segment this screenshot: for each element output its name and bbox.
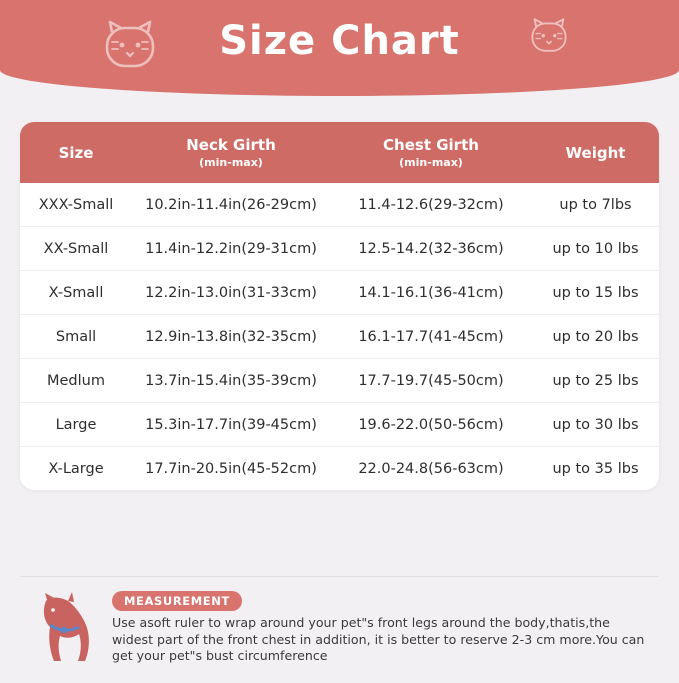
column-label: Size	[58, 143, 94, 162]
table-row	[20, 227, 659, 271]
cell-neck: 15.3in-17.7in(39-45cm)	[132, 403, 330, 447]
column-sublabel: (min-max)	[399, 156, 463, 169]
cell-size: Large	[20, 403, 132, 447]
cell-chest: 14.1-16.1(36-41cm)	[330, 271, 532, 315]
cell-size: Small	[20, 315, 132, 359]
column-label: Weight	[565, 143, 626, 162]
cell-weight: up to 7lbs	[559, 196, 632, 213]
table-row	[20, 359, 659, 403]
cell-chest: 22.0-24.8(56-63cm)	[330, 447, 532, 491]
table-row	[20, 271, 659, 315]
cell-neck: 13.7in-15.4in(35-39cm)	[132, 359, 330, 403]
table-row	[20, 315, 659, 359]
cell-weight: up to 30 lbs	[532, 403, 659, 447]
cell-weight: up to 25 lbs	[532, 359, 659, 403]
page-header	[0, 0, 679, 96]
cell-neck: 10.2in-11.4in(26-29cm)	[145, 196, 317, 213]
cell-neck: 17.7in-20.5in(45-52cm)	[132, 447, 330, 491]
cell-size: XX-Small	[20, 227, 132, 271]
cell-size: Medlum	[20, 359, 132, 403]
cell-weight: up to 35 lbs	[532, 447, 659, 491]
cat-silhouette-icon	[20, 591, 112, 672]
cell-chest: 19.6-22.0(50-56cm)	[330, 403, 532, 447]
measurement-note: Use asoft ruler to wrap around your pet"s front legs around the body,thatis,the widest part of the front chest in addition, it is better to reserve 2-3 cm more.You can get your pet"s bust circumference	[112, 615, 645, 664]
cell-neck: 12.2in-13.0in(31-33cm)	[132, 271, 330, 315]
measurement-badge: MEASUREMENT	[112, 591, 242, 611]
size-table-card	[20, 122, 659, 490]
cell-weight: up to 10 lbs	[532, 227, 659, 271]
cell-neck: 11.4in-12.2in(29-31cm)	[132, 227, 330, 271]
cell-weight: up to 15 lbs	[532, 271, 659, 315]
cell-size: X-Small	[20, 271, 132, 315]
table-row	[20, 447, 659, 491]
cell-chest: 12.5-14.2(32-36cm)	[330, 227, 532, 271]
cell-chest: 16.1-17.7(41-45cm)	[330, 315, 532, 359]
column-header-neck-girth	[132, 122, 330, 183]
cell-chest: 11.4-12.6(29-32cm)	[358, 196, 504, 213]
cell-weight: up to 20 lbs	[532, 315, 659, 359]
table-body	[20, 183, 659, 490]
size-table	[20, 122, 659, 490]
column-header-chest-girth	[330, 122, 532, 183]
measurement-text-block	[112, 591, 659, 665]
column-sublabel: (min-max)	[199, 156, 263, 169]
column-label: Neck Girth	[186, 136, 276, 154]
measurement-footer	[20, 576, 659, 683]
cell-size: XXX-Small	[38, 196, 114, 213]
table-head	[20, 122, 659, 183]
table-row	[20, 183, 659, 227]
cell-neck: 12.9in-13.8in(32-35cm)	[132, 315, 330, 359]
cell-size: X-Large	[20, 447, 132, 491]
column-header-size	[20, 122, 132, 183]
table-row	[20, 403, 659, 447]
column-label: Chest Girth	[383, 136, 479, 154]
page-title: Size Chart	[219, 18, 460, 64]
cell-chest: 17.7-19.7(45-50cm)	[330, 359, 532, 403]
table-header-row	[20, 122, 659, 183]
column-header-weight	[532, 122, 659, 183]
